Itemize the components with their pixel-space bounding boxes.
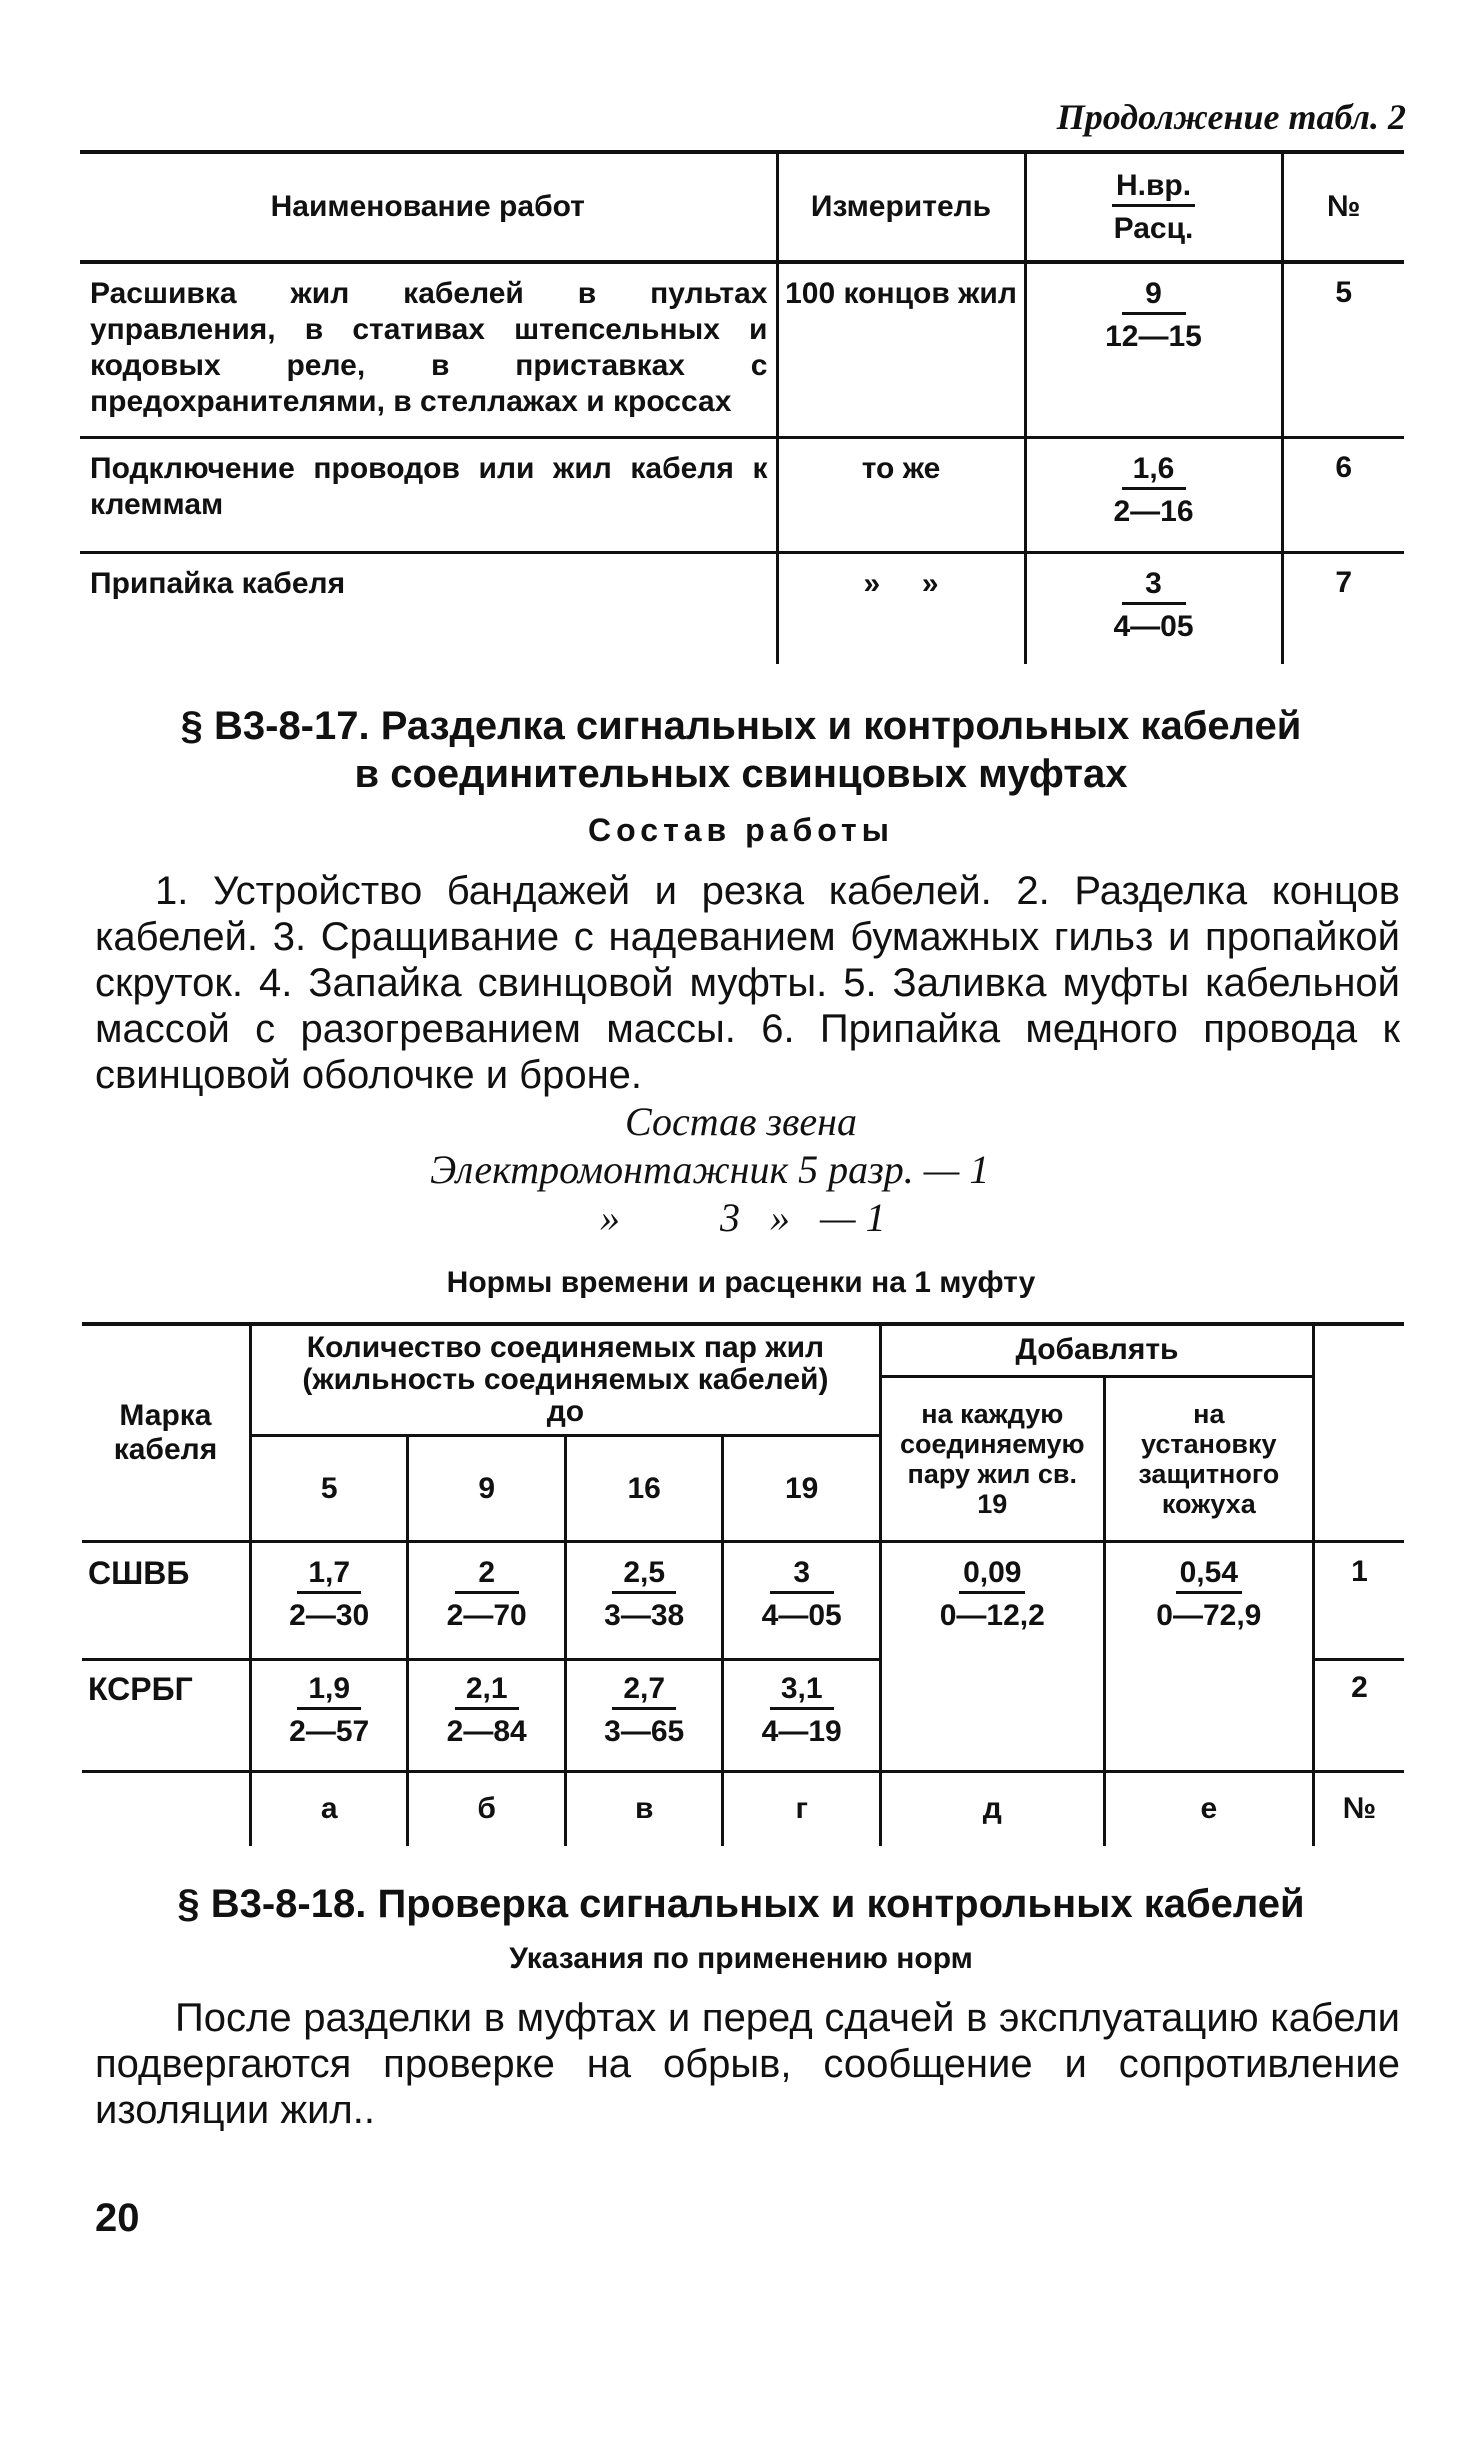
norm-value: 1,9 (297, 1671, 361, 1710)
row-name: Подключение проводов или жил кабеля к клеммам (80, 437, 777, 552)
norm-value: 2,7 (612, 1671, 676, 1710)
header-num-blank (1314, 1324, 1405, 1542)
row-measure: » » (777, 552, 1025, 664)
table-row (82, 1542, 1404, 1660)
price-value: 4—19 (761, 1715, 842, 1748)
price-value: 4—05 (1113, 609, 1194, 643)
cell (408, 1542, 566, 1660)
section-17-subtitle: Состав работы (588, 812, 894, 848)
price-value: 2—84 (446, 1715, 527, 1748)
row-norm (1025, 262, 1282, 437)
section-18-subtitle: Указания по применению норм (509, 1942, 973, 1975)
row-measure: то же (777, 437, 1025, 552)
row-name: Расшивка жил кабелей в пультах управления, в стативах штепсельных и кодовых реле, в приставках с предохранителями, в стеллажах и кроссах (80, 262, 777, 437)
row-norm (1025, 437, 1282, 552)
crew-title: Состав звена (624, 1099, 857, 1144)
price-value: 3—38 (604, 1599, 685, 1632)
cell (723, 1542, 881, 1660)
section-18-text: После разделки в муфтах и перед сдачей в эксплуатацию кабели подвергаются проверке на обрыв, сообщение и сопротивление изоляции жил.. (95, 1996, 1400, 2132)
letters-row (82, 1772, 1404, 1846)
header-pair-5: 5 (250, 1436, 408, 1542)
table-1 (80, 150, 1404, 664)
table-row (80, 437, 1404, 552)
row-name: Припайка кабеля (80, 552, 777, 664)
norm-value: 3,1 (770, 1671, 834, 1710)
letter: б (408, 1772, 566, 1846)
page-number: 20 (95, 2196, 140, 2240)
letter-blank (82, 1772, 250, 1846)
norm-value: 0,54 (1176, 1555, 1242, 1594)
norm-value: 3 (1122, 566, 1186, 605)
header-name: Наименование работ (80, 152, 777, 262)
header-mark (82, 1324, 250, 1542)
header-pair-16: 16 (565, 1436, 723, 1542)
section-17-text: 1. Устройство бандажей и резка кабелей. 2. Разделка концов кабелей. 3. Сращивание с надеванием бумажных гильз и пропайкой скруток. 4. Запайка свинцовой муфты. 5. Заливка муфты кабельной массой с разогреванием массы. 6. Припайка медного провода к свинцовой оболочке и броне. (95, 869, 1400, 1097)
price-value: 0—12,2 (939, 1599, 1045, 1632)
letter: а (250, 1772, 408, 1846)
norms-title: Нормы времени и расценки на 1 муфту (446, 1266, 1036, 1299)
price-value: 3—65 (604, 1715, 685, 1748)
cell (408, 1660, 566, 1772)
norm-value: 2 (455, 1555, 519, 1594)
price-value: 0—72,9 (1156, 1599, 1262, 1632)
header-add-cover: на установку защитного кожуха (1104, 1376, 1313, 1542)
header-pair-19: 19 (723, 1436, 881, 1542)
cell (565, 1660, 723, 1772)
section-17-title: § В3-8-17. Разделка сигнальных и контрольных кабелей в соединительных свинцовых муфтах (180, 704, 1302, 796)
norm-value: 0,09 (959, 1555, 1025, 1594)
continuation-label: Продолжение табл. 2 (1056, 97, 1406, 137)
price-value: 2—16 (1113, 494, 1194, 528)
header-norm-bottom: Расц. (1113, 211, 1194, 245)
row-num: 2 (1314, 1660, 1405, 1772)
table-row (80, 552, 1404, 664)
price-value: 12—15 (1105, 320, 1202, 353)
price-value: 2—57 (289, 1715, 370, 1748)
row-num: 7 (1282, 552, 1404, 664)
section-18-title: § В3-8-18. Проверка сигнальных и контрольных кабелей (177, 1882, 1305, 1926)
header-measure: Измеритель (777, 152, 1025, 262)
row-norm (1025, 552, 1282, 664)
header-num: № (1282, 152, 1404, 262)
letter: г (723, 1772, 881, 1846)
cell-add-pair (880, 1542, 1104, 1772)
row-measure: 100 концов жил (777, 262, 1025, 437)
row-mark: СШВБ (82, 1542, 250, 1660)
header-qty: Количество соединяемых пар жил (жильность соединяемых кабелей) до (250, 1324, 880, 1436)
letter: е (1104, 1772, 1313, 1846)
header-norm-top: Н.вр. (1112, 168, 1195, 207)
crew-line-1: Электромонтажник 5 разр. — 1 (430, 1147, 990, 1192)
row-num: 6 (1282, 437, 1404, 552)
norm-value: 3 (770, 1555, 834, 1594)
norm-value: 1,6 (1122, 451, 1186, 490)
header-add: Добавлять (880, 1324, 1313, 1376)
letter: д (880, 1772, 1104, 1846)
norm-value: 2,5 (612, 1555, 676, 1594)
header-norm (1025, 152, 1282, 262)
header-add-pair: на каждую соединяемую пару жил св. 19 (880, 1376, 1104, 1542)
table-row (80, 262, 1404, 437)
row-num: 1 (1314, 1542, 1405, 1660)
norm-value: 2,1 (455, 1671, 519, 1710)
norm-value: 9 (1122, 276, 1186, 315)
norm-value: 1,7 (297, 1555, 361, 1594)
row-mark: КСРБГ (82, 1660, 250, 1772)
price-value: 2—30 (289, 1599, 370, 1632)
cell (565, 1542, 723, 1660)
table-2 (82, 1322, 1404, 1846)
price-value: 4—05 (761, 1599, 842, 1632)
cell (250, 1660, 408, 1772)
cell-add-cover (1104, 1542, 1313, 1772)
letter: в (565, 1772, 723, 1846)
crew-line-2: » 3 » — 1 (600, 1195, 886, 1240)
header-pair-9: 9 (408, 1436, 566, 1542)
row-num: 5 (1282, 262, 1404, 437)
letter: № (1314, 1772, 1405, 1846)
cell (723, 1660, 881, 1772)
price-value: 2—70 (446, 1599, 527, 1632)
cell (250, 1542, 408, 1660)
header-mark-text: Марка кабеля (113, 1399, 218, 1466)
